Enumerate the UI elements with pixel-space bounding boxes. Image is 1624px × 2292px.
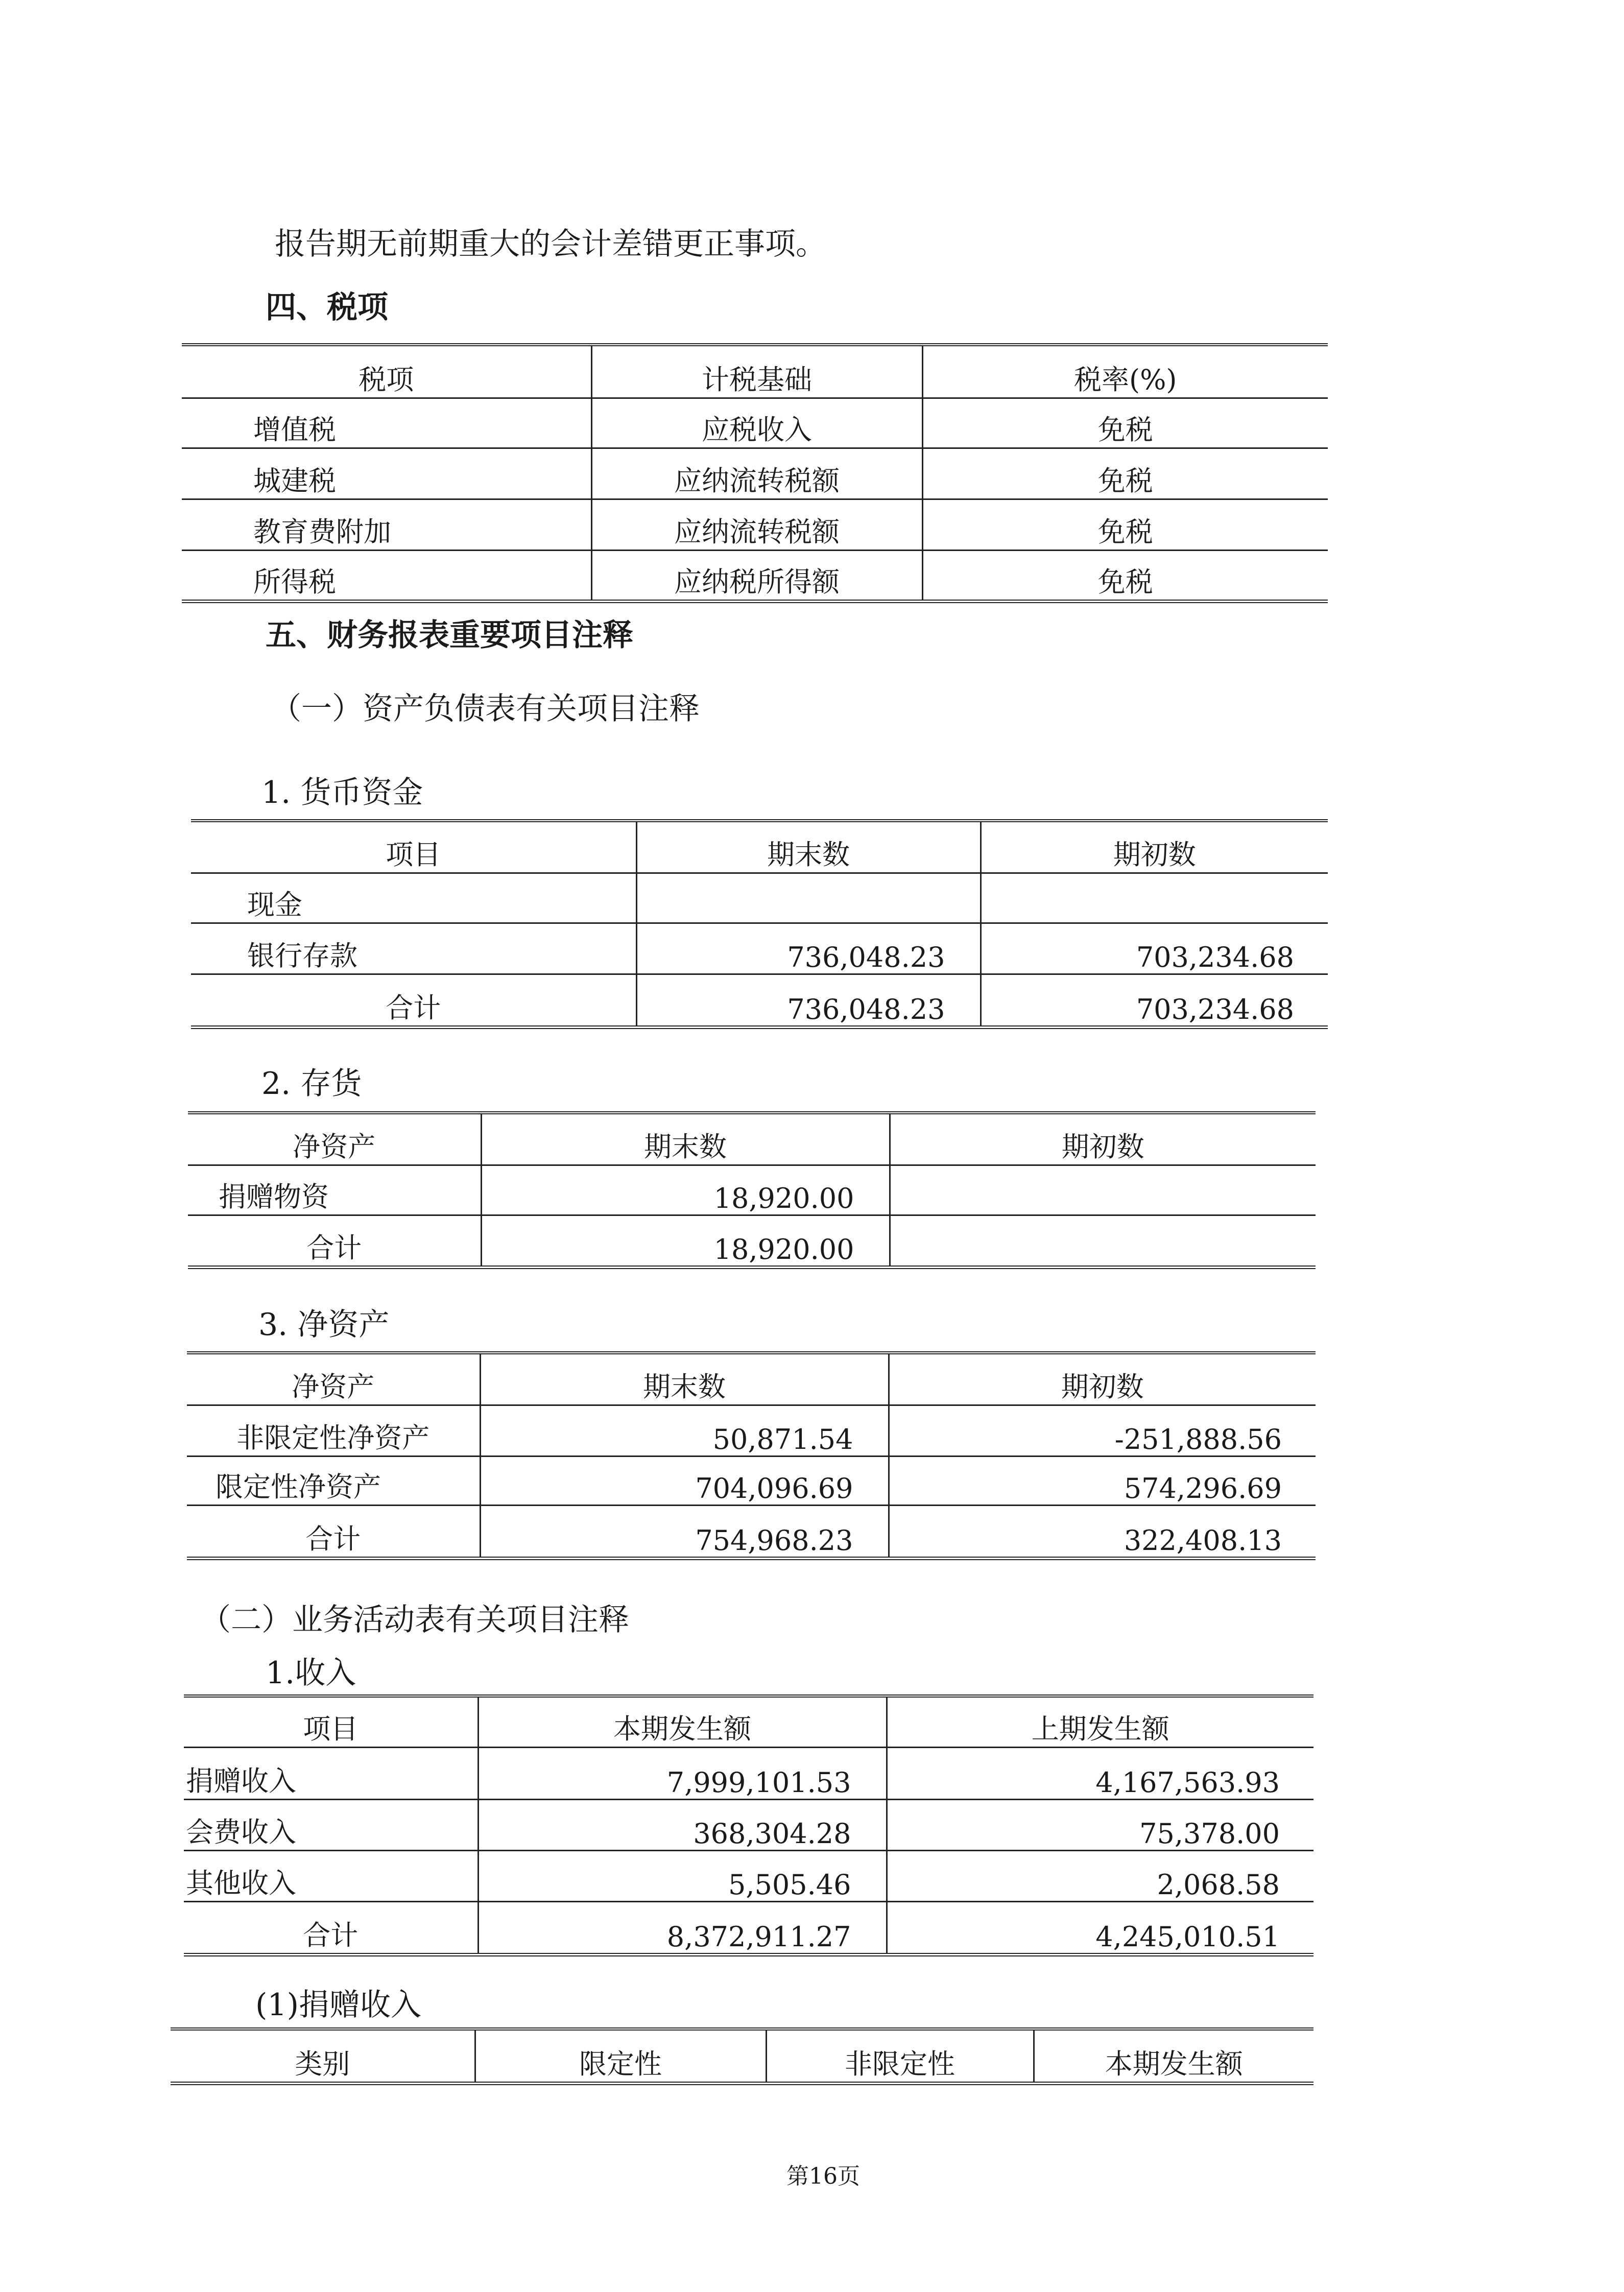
header-cell: 期末数 — [480, 1353, 889, 1405]
header-cell: 税率(%) — [922, 345, 1328, 398]
header-cell: 本期发生额 — [1034, 2029, 1313, 2083]
tax-table — [182, 343, 1328, 603]
total-label-cell: 合计 — [188, 1215, 481, 1267]
total-label-cell: 合计 — [187, 1505, 480, 1558]
item-cell: 现金 — [191, 873, 636, 923]
table-row — [188, 1165, 1316, 1215]
amount-cell: 736,048.23 — [636, 923, 981, 974]
table-row — [182, 499, 1328, 550]
table-row — [182, 448, 1328, 499]
table-row — [184, 1799, 1313, 1850]
amount-cell: 18,920.00 — [481, 1165, 890, 1215]
section-heading-tax: 四、税项 — [266, 290, 388, 325]
table-row — [187, 1405, 1316, 1456]
amount-cell: 50,871.54 — [480, 1405, 889, 1456]
tax-rate-cell: 免税 — [922, 448, 1328, 499]
amount-cell: 574,296.69 — [889, 1456, 1316, 1505]
tax-name-cell: 城建税 — [182, 448, 591, 499]
item-cell: 银行存款 — [191, 923, 636, 974]
item-cell: 限定性净资产 — [187, 1456, 480, 1505]
amount-cell: 736,048.23 — [636, 974, 981, 1027]
amount-cell — [981, 873, 1328, 923]
item-cell: 捐赠收入 — [184, 1747, 478, 1799]
amount-cell: 7,999,101.53 — [478, 1747, 887, 1799]
subsection-heading-activity: （二）业务活动表有关项目注释 — [200, 1602, 629, 1638]
table-row — [182, 550, 1328, 601]
section-heading-notes: 五、财务报表重要项目注释 — [266, 617, 633, 653]
table-row — [187, 1456, 1316, 1505]
header-cell: 净资产 — [188, 1113, 481, 1165]
item-cell: 其他收入 — [184, 1850, 478, 1901]
header-cell: 项目 — [184, 1696, 478, 1747]
table-row — [184, 1901, 1313, 1954]
header-cell: 净资产 — [187, 1353, 480, 1405]
table-row — [191, 974, 1328, 1027]
table-row — [184, 1747, 1313, 1799]
header-cell: 期初数 — [890, 1113, 1316, 1165]
tax-base-cell: 应纳税所得额 — [591, 550, 922, 601]
amount-cell: 703,234.68 — [981, 923, 1328, 974]
header-cell: 限定性 — [475, 2029, 766, 2083]
table-row — [182, 398, 1328, 448]
table-row — [187, 1505, 1316, 1558]
tax-name-cell: 所得税 — [182, 550, 591, 601]
table-row — [191, 873, 1328, 923]
table-title-donation: (1)捐赠收入 — [255, 1987, 421, 2023]
tax-base-cell: 应纳流转税额 — [591, 499, 922, 550]
table-header-row — [182, 345, 1328, 398]
amount-cell: 4,167,563.93 — [887, 1747, 1313, 1799]
table-header-row — [184, 1696, 1313, 1747]
item-cell: 会费收入 — [184, 1799, 478, 1850]
item-cell: 捐赠物资 — [188, 1165, 481, 1215]
table-title-income: 1.收入 — [266, 1655, 356, 1691]
header-cell: 上期发生额 — [887, 1696, 1313, 1747]
amount-cell: 322,408.13 — [889, 1505, 1316, 1558]
header-cell: 类别 — [171, 2029, 475, 2083]
table-title-cash: 1. 货币资金 — [261, 775, 423, 810]
amount-cell: 368,304.28 — [478, 1799, 887, 1850]
table-header-row — [187, 1353, 1316, 1405]
table-row — [184, 1850, 1313, 1901]
inventory-table — [188, 1111, 1316, 1269]
net-assets-table — [187, 1351, 1316, 1560]
header-cell: 项目 — [191, 821, 636, 873]
amount-cell: 18,920.00 — [481, 1215, 890, 1267]
tax-rate-cell: 免税 — [922, 550, 1328, 601]
amount-cell: 8,372,911.27 — [478, 1901, 887, 1954]
table-title-inventory: 2. 存货 — [261, 1066, 362, 1102]
amount-cell: 4,245,010.51 — [887, 1901, 1313, 1954]
amount-cell — [890, 1215, 1316, 1267]
table-row — [191, 923, 1328, 974]
amount-cell: 5,505.46 — [478, 1850, 887, 1901]
header-cell: 期初数 — [889, 1353, 1316, 1405]
header-cell: 非限定性 — [766, 2029, 1034, 2083]
total-label-cell: 合计 — [184, 1901, 478, 1954]
item-cell: 非限定性净资产 — [187, 1405, 480, 1456]
income-table — [184, 1694, 1313, 1956]
total-label-cell: 合计 — [191, 974, 636, 1027]
tax-rate-cell: 免税 — [922, 499, 1328, 550]
intro-text: 报告期无前期重大的会计差错更正事项。 — [275, 226, 826, 262]
amount-cell: 75,378.00 — [887, 1799, 1313, 1850]
table-header-row — [188, 1113, 1316, 1165]
tax-base-cell: 应纳流转税额 — [591, 448, 922, 499]
amount-cell: 704,096.69 — [480, 1456, 889, 1505]
tax-name-cell: 增值税 — [182, 398, 591, 448]
donation-table — [171, 2027, 1313, 2085]
header-cell: 期末数 — [481, 1113, 890, 1165]
header-cell: 本期发生额 — [478, 1696, 887, 1747]
header-cell: 税项 — [182, 345, 591, 398]
amount-cell: 754,968.23 — [480, 1505, 889, 1558]
cash-table — [191, 819, 1328, 1029]
table-row — [188, 1215, 1316, 1267]
table-header-row — [191, 821, 1328, 873]
table-header-row — [171, 2029, 1313, 2083]
table-title-net-assets: 3. 净资产 — [258, 1307, 390, 1343]
amount-cell: 703,234.68 — [981, 974, 1328, 1027]
amount-cell: -251,888.56 — [889, 1405, 1316, 1456]
header-cell: 计税基础 — [591, 345, 922, 398]
amount-cell — [890, 1165, 1316, 1215]
subsection-heading-balance: （一）资产负债表有关项目注释 — [271, 691, 700, 727]
page-number: 第16页 — [786, 2163, 860, 2189]
tax-name-cell: 教育费附加 — [182, 499, 591, 550]
amount-cell — [636, 873, 981, 923]
header-cell: 期初数 — [981, 821, 1328, 873]
amount-cell: 2,068.58 — [887, 1850, 1313, 1901]
tax-base-cell: 应税收入 — [591, 398, 922, 448]
header-cell: 期末数 — [636, 821, 981, 873]
tax-rate-cell: 免税 — [922, 398, 1328, 448]
